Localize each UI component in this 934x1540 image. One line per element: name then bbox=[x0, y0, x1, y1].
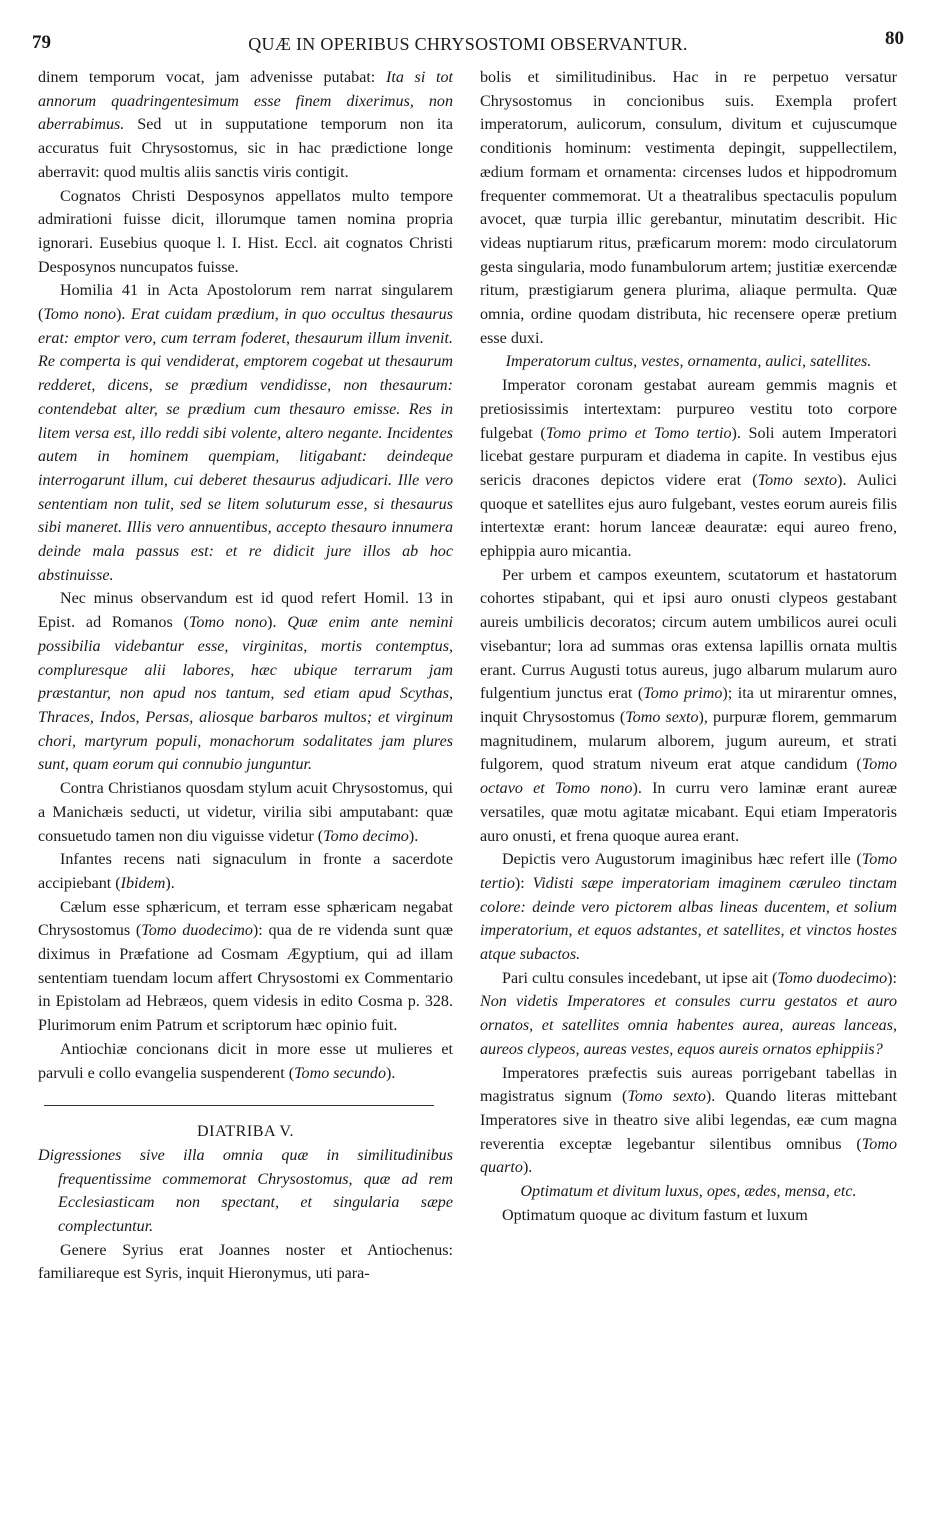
quotation: Ita si tot annorum quadringentesimum esse finem dixerimus, non aberrabimus. bbox=[38, 69, 453, 134]
reference: Tomo nono bbox=[188, 614, 268, 632]
paragraph: Cælum esse sphæricum, et terram esse sphæricam negabat Chrysostomus (Tomo duodecimo): qua de re videnda sunt quæ diximus in Præfatione ad Cosmam Ægyptium, qui ad illam sententiam tuendam locum affert Chrysostomi ex Commentario in Epistolam ad Hebræos, quem videsis in edito Cosma p. 328. Plurimorum enim Patrum et scriptorum hæc opinio fuit. bbox=[38, 898, 453, 1035]
paragraph: Genere Syrius erat Joannes noster et Antiochenus: familiareque est Syris, inquit Hieronymus, uti para- bbox=[38, 1241, 453, 1283]
section-title: DIATRIBA V. bbox=[196, 1123, 294, 1141]
paragraph: Infantes recens nati signaculum in fronte a sacerdote accipiebant (Ibidem). bbox=[38, 851, 453, 892]
reference: Tomo primo bbox=[643, 685, 723, 703]
paragraph: dinem temporum vocat, jam advenisse putabat: Ita si tot annorum quadringentesimum esse finem dixerimus, non aberrabimus. Sed ut in supputatione temporum non ita accuratus fuit Chrysostomus, sic in hac prædictione longe aberravit: quod multis aliis sanctis viris contigit. bbox=[38, 69, 453, 181]
quotation: Quæ enim ante nemini possibilia videbantur esse, virginitas, mortis contemptus, compluresque alii labores, hæc ubique terrarum jam præstantur, non apud nos tantum, sed etiam apud Scythas, Thraces, Indos, Persas, aliosque barbaros multos; et virginum chori, martyrum populi, monachorum sodalitates jam plures sunt, quam eorum qui connubio junguntur. bbox=[38, 614, 453, 774]
running-title: QUÆ IN OPERIBUS CHRYSOSTOMI OBSERVANTUR. bbox=[248, 34, 688, 54]
subheading: Optimatum et divitum luxus, opes, ædes, mensa, etc. bbox=[520, 1183, 857, 1201]
reference: Tomo sexto bbox=[627, 1088, 706, 1106]
subheading: Imperatorum cultus, vestes, ornamenta, aulici, satellites. bbox=[505, 353, 872, 371]
paragraph: Pari cultu consules incedebant, ut ipse ait (Tomo duodecimo): Non videtis Imperatores et consules curru gestatos et auro ornatos, et satellites omnia habentes aurea, aureas lanceas, aureos clypeos, aureas vestes, equos aureis ornatos ephippiis? bbox=[480, 969, 898, 1058]
quotation: Non videtis Imperatores et consules curru gestatos et auro ornatos, et satellites omnia habentes aurea, aureas lanceas, aureos clypeos, aureas vestes, equos aureis ornatos ephippiis? bbox=[480, 993, 897, 1058]
paragraph: Imperator coronam gestabat auream gemmis magnis et pretiosissimis intertextam: purpureo vestitu toto corpore fulgebat (Tomo primo et Tomo tertio). Soli autem Imperatori licebat gestare purpuram et diadema in capite. In vestibus ejus sericis dracones depictos videre erat (Tomo sexto). Aulici quoque et satellites ejus auro fulgebant, vestes eorum aureis filis intertextæ erant: horum lanceæ deauratæ: equi aureo freno, ephippia auro micantia. bbox=[480, 377, 898, 561]
paragraph: Depictis vero Augustorum imaginibus hæc refert ille (Tomo tertio): Vidisti sæpe imperatoriam imaginem cæruleo tinctam colore: deinde vero pictorem albas lineas ducentem, et solium imperatorium, et equos adstantes, et satellites, et vinctos hostes atque subactos. bbox=[480, 851, 897, 964]
reference: Tomo duodecimo bbox=[777, 969, 888, 987]
paragraph: Antiochiæ concionans dicit in more esse ut mulieres et parvuli e collo evangelia suspenderent (Tomo secundo). bbox=[38, 1040, 453, 1082]
quotation: Erat cuidam prædium, in quo occultus thesaurus erat: emptor vero, cum terram foderet, thesaurum illum invenit. Re comperta is qui vendiderat, emptorem cogebat ut thesaurum redderet, dicens, se prædium vendidisse, non thesaurum: contendebat alter, se prædium cum thesauro emisse. Res in litem versa est, illo reddi sibi volente, altero negante. Incidentes autem in hominem quempiam, litigabant: deindeque interrogarunt illum, cui deberet thesaurus adjudicari. Ille vero sententiam non tulit, sed se litem soluturum esse, si thesaurus sibi maneret. Illis vero annuentibus, accepto thesauro innumera deinde mala passus est: et re didicit jure illos ab hoc abstinuisse. bbox=[38, 306, 453, 584]
page-number-right: 80 bbox=[885, 28, 904, 49]
reference: Tomo nono bbox=[43, 306, 117, 324]
paragraph: Nec minus observandum est id quod refert Homil. 13 in Epist. ad Romanos (Tomo nono). Quæ enim ante nemini possibilia videbantur esse, virginitas, mortis contemptus, compluresque alii labores, hæc ubique terrarum jam præstantur, non apud nos tantum, sed etiam apud Scythas, Thraces, Indos, Persas, aliosque barbaros multos; et virginum chori, martyrum populi, monachorum sodalitates jam plures sunt, quam eorum qui connubio junguntur. bbox=[38, 590, 453, 774]
paragraph: Per urbem et campos exeuntem, scutatorum et hastatorum cohortes stipabant, qui et ipsi auro onusti clypeos gestabant aureis umbilicis decoratos; circum autem umbilicos aurei oculi visebantur; lora ad summas oras extensa lapillis ornata multis erant. Currus Augusti totus aureus, jugo albarum mularum auro fulgentium junctus erat (Tomo primo); ita ut mirarentur omnes, inquit Chrysostomus (Tomo sexto), purpuræ florem, gemmarum magnitudinem, mularum alborem, jugum aureum, et strati fulgorem, quod stratum niveum erat atque candidum (Tomo octavo et Tomo nono). In curru vero laminæ erant aureæ versatiles, quæ motu agitatæ micabant. Equi etiam Imperatoris auro onusti, et frena quoque aurea erant. bbox=[480, 566, 898, 845]
reference: Tomo primo et Tomo tertio bbox=[545, 424, 732, 442]
reference: Tomo tertio bbox=[480, 851, 897, 892]
paragraph: Homilia 41 in Acta Apostolorum rem narrat singularem (Tomo nono). Erat cuidam prædium, in quo occultus thesaurus erat: emptor vero, cum terram foderet, thesaurum illum invenit. Re comperta is qui vendiderat, emptorem cogebat ut thesaurum redderet, dicens, se prædium vendidisse, non thesaurum: contendebat alter, se prædium cum thesauro emisse. Res in litem versa est, illo reddi sibi volente, altero negante. Incidentes autem in hominem quempiam, litigabant: deindeque interrogarunt illum, cui deberet thesaurus adjudicari. Ille vero sententiam non tulit, sed se litem soluturum esse, si thesaurus sibi maneret. Illis vero annuentibus, accepto thesauro innumera deinde mala passus est: et re didicit jure illos ab hoc abstinuisse. bbox=[38, 282, 453, 584]
section-divider bbox=[44, 1105, 434, 1106]
paragraph: bolis et similitudinibus. Hac in re perpetuo versatur Chrysostomus in concionibus suis. Exempla profert imperatorum, aulicorum, consulum, divitum et cujuscumque conditionis hominum: vestimenta depingit, suppellectilem, ædium formam et ornamenta: circenses ludos et hippodromum frequenter commemorat. Ut a theatralibus spectaculis populum avocet, quæ turpia illic gerebantur, minutatim describit. Hic videas nuptiarum ritus, præficarum morem: modo circulatorum gesta singularia, modo funambulorum artem; justitiæ exercendæ ritum, præstigiarum genera plurima, aliaque permulta. Quæ omnia, ordine quodam distributa, hic recensere operæ pretium esse duxi. bbox=[480, 69, 897, 347]
paragraph: Contra Christianos quosdam stylum acuit Chrysostomus, qui a Manichæis seducti, ut videtur, virilia sibi amputabant: quæ consuetudo tamen non diu viguisse videtur (Tomo decimo). bbox=[38, 780, 453, 845]
reference: Tomo decimo bbox=[323, 827, 409, 845]
right-column bbox=[480, 66, 897, 1227]
paragraph: Cognatos Christi Desposynos appellatos multo tempore admirationi fuisse dicit, illorumque tamen nomina propria ignorari. Eusebius quoque l. I. Hist. Eccl. ait cognatos Christi Desposynos nuncupatos fuisse. bbox=[38, 187, 453, 276]
reference: Ibidem bbox=[120, 874, 166, 892]
paragraph: Imperatores præfectis suis aureas porrigebant tabellas in magistratus signum (Tomo sexto). Quando literas mittebant Imperatores sive in theatro sive alibi legendas, eæ cum magna reverentia exceptæ legebantur silentibus omnibus (Tomo quarto). bbox=[480, 1064, 898, 1177]
page-header bbox=[32, 28, 904, 58]
reference: Tomo sexto bbox=[625, 708, 699, 726]
reference: Tomo secundo bbox=[294, 1064, 387, 1082]
section-summary: Digressiones sive illa omnia quæ in similitudinibus frequentissime commemorat Chrysostomus, quæ ad rem Ecclesiasticam non spectant, et singularia sæpe complectuntur. bbox=[38, 1146, 453, 1236]
reference: Tomo quarto bbox=[480, 1135, 897, 1177]
reference: Tomo sexto bbox=[757, 471, 838, 489]
page-number-left: 79 bbox=[32, 32, 51, 53]
paragraph: Optimatum quoque ac divitum fastum et luxum bbox=[502, 1206, 808, 1224]
reference: Tomo octavo et Tomo nono bbox=[480, 756, 897, 798]
reference: Tomo duodecimo bbox=[141, 922, 253, 940]
left-column bbox=[38, 66, 453, 1286]
quotation: Vidisti sæpe imperatoriam imaginem cæruleo tinctam colore: deinde vero pictorem albas lineas ducentem, et solium imperatorium, et equos adstantes, et satellites, et vinctos hostes atque subactos. bbox=[480, 874, 897, 964]
